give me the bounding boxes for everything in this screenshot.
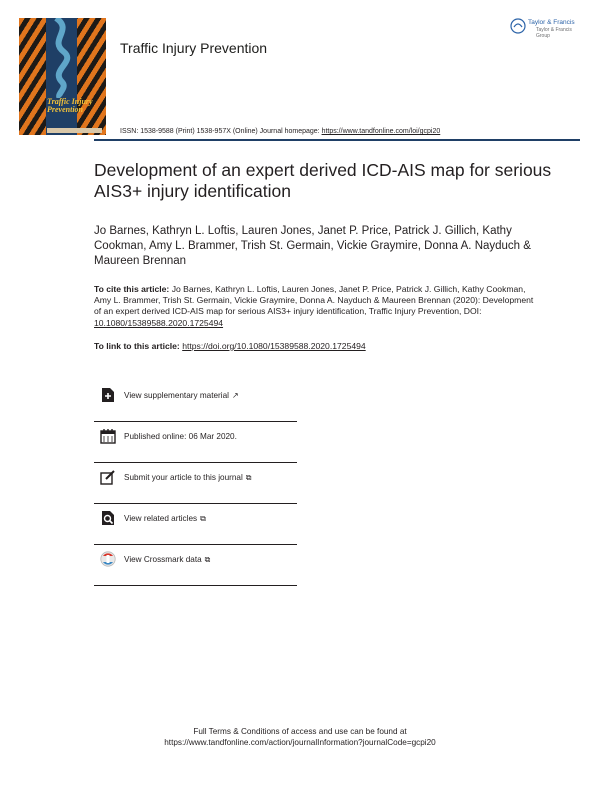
footer-terms-text: Full Terms & Conditions of access and use can be found at [193,727,407,736]
related-search-icon [100,510,116,526]
citation-label: To cite this article: [94,284,172,294]
cover-title: Traffic Injury Prevention [47,97,93,114]
link-label: To link to this article: [94,341,183,351]
external-link-icon: ⧉ [245,473,252,482]
cover-footer-band [47,128,102,133]
footer-journal-info-link[interactable]: https://www.tandfonline.com/action/journalInformation?journalCode=gcpi20 [164,738,436,747]
submit-article-item[interactable] [94,463,297,504]
edit-icon [100,469,116,485]
cover-road-icon [46,18,77,98]
publisher-logo-icon [510,18,526,34]
doi-link[interactable]: 10.1080/15389588.2020.1725494 [94,317,224,328]
external-link-icon: ⧉ [200,514,206,523]
crossmark-label[interactable]: View Crossmark data [124,555,202,564]
calendar-icon [100,428,116,444]
related-articles-label[interactable]: View related articles [124,514,198,523]
published-online-item [94,422,297,463]
article-authors: Jo Barnes, Kathryn L. Loftis, Lauren Jones, Janet P. Price, Patrick J. Gillich, Kathy Cookman, Amy L. Brammer, Trish St. Germain, Vickie Graymire, Donna A. Nayduch & Maureen Brennan [94,225,531,267]
journal-name[interactable]: Traffic Injury Prevention [120,40,268,56]
crossmark-item[interactable] [94,545,297,586]
issn-line [120,128,440,135]
issn-text: ISSN: 1538-9588 (Print) 1538-957X (Online) Journal homepage: [120,128,322,135]
citation-block [94,284,534,329]
footer [0,726,600,748]
external-link-icon: ↗ [231,391,239,400]
article-link-line [94,341,366,351]
published-online-label: Published online: 06 Mar 2020. [124,432,237,441]
publisher-logo-subtext: Taylor & Francis Group [536,27,572,39]
related-articles-item[interactable] [94,504,297,545]
journal-homepage-link[interactable]: https://www.tandfonline.com/loi/gcpi20 [321,128,441,135]
publisher-logo-text: Taylor & Francis [528,19,575,26]
header-rule [94,139,580,141]
citation-text: Jo Barnes, Kathryn L. Loftis, Lauren Jones, Janet P. Price, Patrick J. Gillich, Kathy Cookman, Amy L. Brammer, Trish St. Germain, Vickie Graymire, Donna A. Nayduch & Maureen Brennan (2020): Development of an expert derived ICD-AIS map for serious AIS3+ injury identification, Traffic Injury Prevention, DOI: [94,284,534,317]
publisher-logo[interactable] [510,18,586,38]
supplementary-material-label[interactable]: View supplementary material [124,391,229,400]
article-link[interactable]: https://doi.org/10.1080/15389588.2020.1725494 [182,341,366,351]
article-title: Development of an expert derived ICD-AIS map for serious AIS3+ injury identification [94,160,552,201]
submit-article-label[interactable]: Submit your article to this journal [124,473,243,482]
external-link-icon: ⧉ [204,555,211,564]
journal-cover-image [19,18,106,135]
supplementary-file-icon [100,387,116,403]
crossmark-icon [100,551,116,567]
supplementary-material-item[interactable] [94,381,297,422]
